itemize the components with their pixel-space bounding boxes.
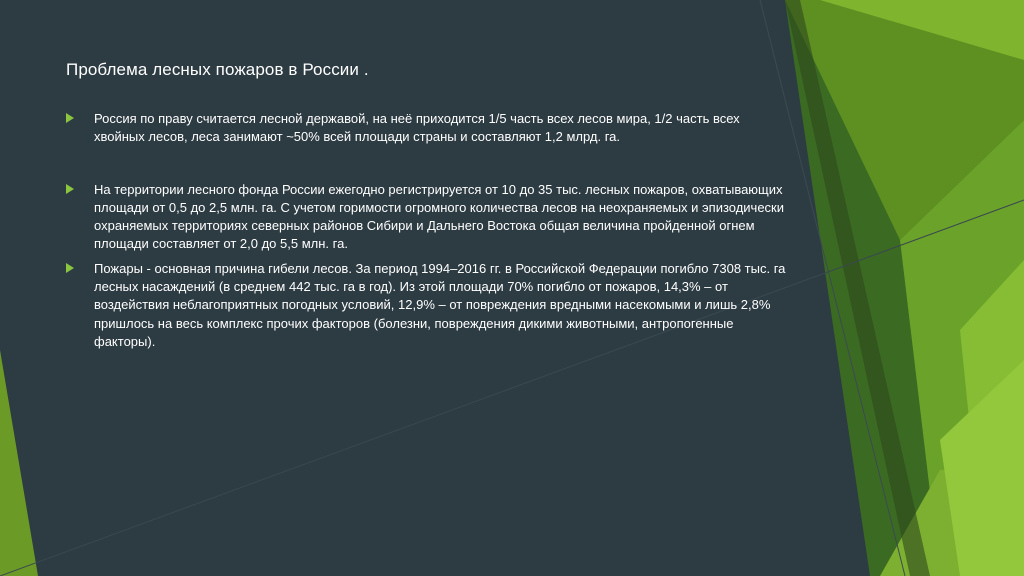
bullet-item (66, 260, 786, 351)
triangle-bullet-icon (66, 184, 74, 194)
bullet-item (66, 181, 786, 254)
triangle-bullet-icon (66, 263, 74, 273)
bullet-text: На территории лесного фонда России ежегодно регистрируется от 10 до 35 тыс. лесных пожаров, охватывающих площади от 0,5 до 2,5 млн. га. С учетом горимости огромного количества лесов на неохраняемых и эпизодически охраняемых территориях северных районов Сибири и Дальнего Востока общая величина пройденной огнем площади составляет от 2,0 до 5,5 млн. га. (94, 181, 785, 252)
triangle-bullet-icon (66, 113, 74, 123)
bullet-list (66, 110, 786, 351)
bullet-text: Пожары - основная причина гибели лесов. За период 1994–2016 гг. в Российской Федерации погибло 7308 тыс. га лесных насаждений (в среднем 442 тыс. га в год). Из этой площади 70% погибло от пожаров, 14,3% – от воздействия неблагоприятных погодных условий, 12,9% – от повреждения вредными насекомыми и лишь 2,8% пришлось на весь комплекс прочих факторов (болезни, повреждения дикими животными, антропогенные факторы). (94, 260, 786, 349)
bullet-text: Россия по праву считается лесной державой, на неё приходится 1/5 часть всех лесов мира, 1/2 часть всех хвойных лесов, леса занимают ~50% всей площади страны и составляют 1,2 млрд. га. (94, 111, 740, 145)
bullet-item (66, 110, 786, 147)
slide-title: Проблема лесных пожаров в России . (66, 60, 369, 79)
